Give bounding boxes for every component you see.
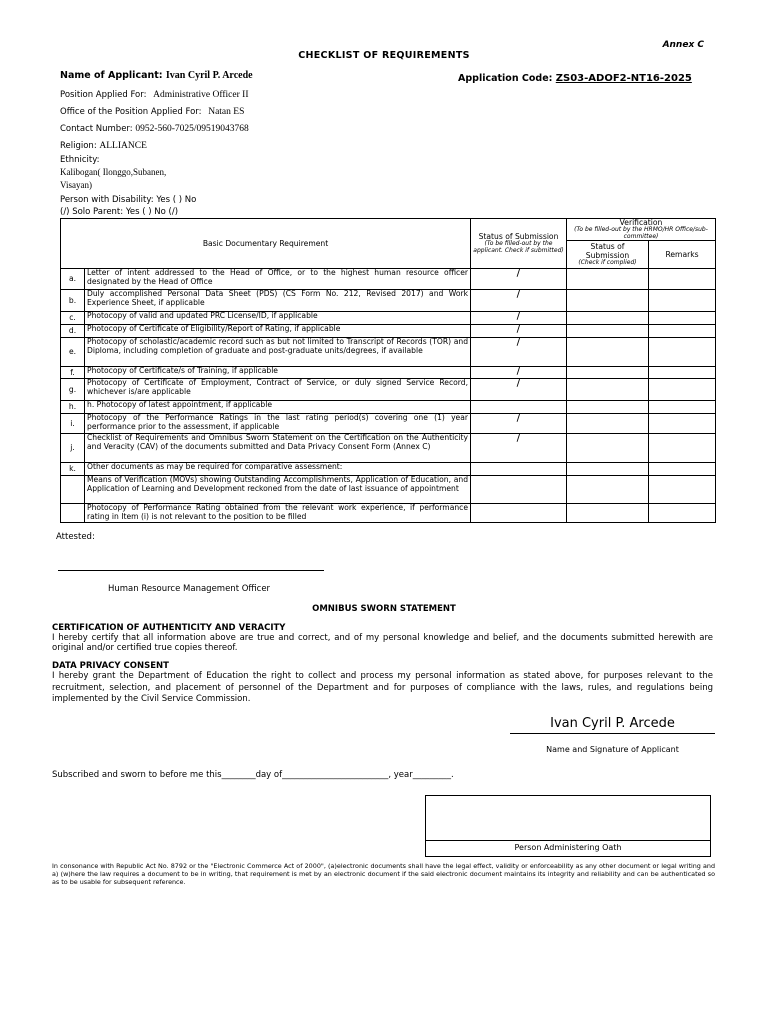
row-letter: d. bbox=[61, 325, 85, 338]
table-row bbox=[61, 312, 716, 325]
row-verification-status[interactable] bbox=[567, 401, 649, 414]
row-remarks[interactable] bbox=[649, 338, 716, 367]
row-verification-status[interactable] bbox=[567, 379, 649, 401]
row-verification-status[interactable] bbox=[567, 325, 649, 338]
oath-caption: Person Administering Oath bbox=[514, 843, 622, 852]
header-status-label: Status of Submission bbox=[478, 232, 559, 241]
row-requirement: Photocopy of Certificate/s of Training, if applicable bbox=[85, 367, 471, 379]
office-row bbox=[60, 107, 244, 117]
row-verification-status[interactable] bbox=[567, 290, 649, 312]
row-status-check[interactable]: / bbox=[471, 290, 567, 312]
header-status bbox=[471, 219, 567, 269]
table-row bbox=[61, 504, 716, 523]
row-requirement: Photocopy of scholastic/academic record such as but not limited to Transcript of Records (TOR) and Diploma, including completion of graduate and post-graduate units/degrees, if available bbox=[85, 338, 471, 367]
row-requirement: Means of Verification (MOVs) showing Outstanding Accomplishments, Application of Education, and Application of Learning and Development reckoned from the date of last issuance of appointment bbox=[85, 476, 471, 504]
application-code-label: Application Code: bbox=[458, 73, 553, 84]
row-remarks[interactable] bbox=[649, 504, 716, 523]
table-row bbox=[61, 434, 716, 463]
table-row bbox=[61, 414, 716, 434]
row-verification-status[interactable] bbox=[567, 434, 649, 463]
table-row bbox=[61, 338, 716, 367]
row-letter: c. bbox=[61, 312, 85, 325]
row-status-check[interactable] bbox=[471, 463, 567, 476]
header-requirement: Basic Documentary Requirement bbox=[61, 219, 471, 269]
dpc-text: I hereby grant the Department of Education the right to collect and process my personal information as stated above, for purposes relevant to the recruitment, selection, and placement of personnel of the Department and for purposes of compliance with the laws, rules, and regulations being implemented by the Civil Service Commission. bbox=[52, 671, 713, 704]
religion-row bbox=[60, 141, 147, 151]
cav-text: I hereby certify that all information above are true and correct, and of my personal knowledge and belief, and the documents submitted herewith are original and/or certified true copies thereof. bbox=[52, 633, 713, 653]
row-requirement: Photocopy of valid and updated PRC License/ID, if applicable bbox=[85, 312, 471, 325]
table-row bbox=[61, 325, 716, 338]
dpc-title: DATA PRIVACY CONSENT bbox=[52, 661, 169, 671]
position-value: Administrative Officer II bbox=[153, 90, 249, 100]
contact-row bbox=[60, 124, 249, 134]
hrmo-signature-line bbox=[58, 570, 324, 571]
row-letter: b. bbox=[61, 290, 85, 312]
row-verification-status[interactable] bbox=[567, 367, 649, 379]
row-status-check[interactable]: / bbox=[471, 367, 567, 379]
solo-parent-row: (/) Solo Parent: Yes ( ) No (/) bbox=[60, 207, 179, 217]
table-row bbox=[61, 463, 716, 476]
contact-value: 0952-560-7025/09519043768 bbox=[135, 124, 249, 134]
row-letter: e. bbox=[61, 338, 85, 367]
row-requirement: Photocopy of Performance Rating obtained from the relevant work experience, if performance rating in Item (i) is not relevant to the position to be filled bbox=[85, 504, 471, 523]
attested-label: Attested: bbox=[56, 532, 95, 542]
header-verification bbox=[567, 219, 716, 241]
hrmo-caption: Human Resource Management Officer bbox=[108, 584, 271, 594]
row-remarks[interactable] bbox=[649, 379, 716, 401]
row-remarks[interactable] bbox=[649, 367, 716, 379]
row-requirement: Duly accomplished Personal Data Sheet (PDS) (CS Form No. 212, Revised 2017) and Work Experience Sheet, if applicable bbox=[85, 290, 471, 312]
position-row bbox=[60, 90, 248, 100]
row-letter bbox=[61, 504, 85, 523]
annex-label: Annex C bbox=[662, 40, 704, 50]
sworn-statement-line: Subscribed and sworn to before me this________day of_________________________, year_________. bbox=[52, 770, 454, 780]
row-status-check[interactable]: / bbox=[471, 269, 567, 290]
applicant-name-label: Name of Applicant: bbox=[60, 70, 163, 81]
row-verification-status[interactable] bbox=[567, 269, 649, 290]
row-letter: f. bbox=[61, 367, 85, 379]
ethnicity-label: Ethnicity: bbox=[60, 155, 100, 165]
row-remarks[interactable] bbox=[649, 476, 716, 504]
row-requirement: Other documents as may be required for comparative assessment: bbox=[85, 463, 471, 476]
header-status-note: (To be filled-out by the applicant. Check if submitted) bbox=[473, 240, 564, 254]
row-requirement: Photocopy of Certificate of Eligibility/Report of Rating, if applicable bbox=[85, 325, 471, 338]
table-row bbox=[61, 401, 716, 414]
page-title: CHECKLIST OF REQUIREMENTS bbox=[298, 50, 470, 61]
row-status-check[interactable] bbox=[471, 504, 567, 523]
applicant-signature-line bbox=[510, 733, 715, 734]
pwd-row: Person with Disability: Yes ( ) No bbox=[60, 195, 197, 205]
application-code-row bbox=[458, 73, 692, 84]
table-row bbox=[61, 476, 716, 504]
row-status-check[interactable]: / bbox=[471, 414, 567, 434]
oath-signature-line bbox=[426, 840, 710, 841]
row-verification-status[interactable] bbox=[567, 504, 649, 523]
contact-label: Contact Number: bbox=[60, 124, 133, 134]
row-verification-status[interactable] bbox=[567, 338, 649, 367]
row-letter bbox=[61, 476, 85, 504]
footnote: In consonance with Republic Act No. 8792 or the "Electronic Commerce Act of 2000", (a)electronic documents shall have the legal effect, validity or enforceability as any other document or legal writing and a) (w)here the law requires a document to be in writing, that requirement is met by an electronic document if the said electronic document maintains its integrity and reliability and can be authenticated so as to be usable for subsequent reference. bbox=[52, 862, 715, 886]
row-status-check[interactable]: / bbox=[471, 338, 567, 367]
row-remarks[interactable] bbox=[649, 325, 716, 338]
applicant-name-row bbox=[60, 70, 253, 81]
header-verification-note: (To be filled-out by the HRMO/HR Office/sub-committee) bbox=[574, 226, 708, 240]
office-label: Office of the Position Applied For: bbox=[60, 107, 202, 117]
table-row bbox=[61, 269, 716, 290]
religion-label: Religion: bbox=[60, 141, 97, 151]
row-verification-status[interactable] bbox=[567, 463, 649, 476]
row-remarks[interactable] bbox=[649, 312, 716, 325]
application-code-value: ZS03-ADOF2-NT16-2025 bbox=[555, 73, 692, 84]
row-verification-status[interactable] bbox=[567, 414, 649, 434]
row-status-check[interactable]: / bbox=[471, 379, 567, 401]
header-verification-label: Verification bbox=[619, 218, 663, 227]
row-requirement: h. Photocopy of latest appointment, if applicable bbox=[85, 401, 471, 414]
row-letter: a. bbox=[61, 269, 85, 290]
applicant-signature-caption: Name and Signature of Applicant bbox=[546, 745, 679, 754]
header-remarks: Remarks bbox=[649, 241, 716, 269]
row-letter: k. bbox=[61, 463, 85, 476]
row-requirement: Photocopy of the Performance Ratings in the last rating period(s) covering one (1) year performance prior to the assessment, if applicable bbox=[85, 414, 471, 434]
row-letter: h. bbox=[61, 401, 85, 414]
row-requirement: Letter of intent addressed to the Head of Office, or to the highest human resource officer designated by the Head of Office bbox=[85, 269, 471, 290]
row-status-check[interactable]: / bbox=[471, 312, 567, 325]
office-value: Natan ES bbox=[208, 107, 245, 117]
row-letter: g. bbox=[61, 379, 85, 401]
applicant-name-value: Ivan Cyril P. Arcede bbox=[165, 70, 253, 81]
header-ver-status-note: (Check if complied) bbox=[578, 259, 637, 267]
table-row bbox=[61, 379, 716, 401]
cav-title: CERTIFICATION OF AUTHENTICITY AND VERACITY bbox=[52, 623, 286, 633]
row-remarks[interactable] bbox=[649, 434, 716, 463]
header-ver-status bbox=[567, 241, 649, 269]
table-row bbox=[61, 367, 716, 379]
row-remarks[interactable] bbox=[649, 269, 716, 290]
row-verification-status[interactable] bbox=[567, 312, 649, 325]
ethnicity-value-line2: Visayan) bbox=[60, 180, 92, 190]
row-status-check[interactable]: / bbox=[471, 325, 567, 338]
row-remarks[interactable] bbox=[649, 414, 716, 434]
row-letter: i. bbox=[61, 414, 85, 434]
row-remarks[interactable] bbox=[649, 401, 716, 414]
row-remarks[interactable] bbox=[649, 463, 716, 476]
row-status-check[interactable] bbox=[471, 476, 567, 504]
row-remarks[interactable] bbox=[649, 290, 716, 312]
requirements-table bbox=[60, 218, 716, 523]
ethnicity-value-line1: Kalibogan( Ilonggo,Subanen, bbox=[60, 167, 167, 177]
row-status-check[interactable]: / bbox=[471, 434, 567, 463]
row-verification-status[interactable] bbox=[567, 476, 649, 504]
omnibus-title: OMNIBUS SWORN STATEMENT bbox=[312, 604, 456, 614]
header-ver-status-label: Status of Submission bbox=[585, 242, 630, 260]
position-label: Position Applied For: bbox=[60, 90, 147, 100]
applicant-signature-name: Ivan Cyril P. Arcede bbox=[550, 716, 675, 731]
table-row bbox=[61, 290, 716, 312]
row-requirement: Photocopy of Certificate of Employment, Contract of Service, or duly signed Service Record, whichever is/are applicable bbox=[85, 379, 471, 401]
religion-value: ALLIANCE bbox=[99, 141, 147, 151]
row-letter: j. bbox=[61, 434, 85, 463]
oath-box bbox=[425, 795, 711, 857]
row-requirement: Checklist of Requirements and Omnibus Sworn Statement on the Certification on the Authenticity and Veracity (CAV) of the documents submitted and Data Privacy Consent Form (Annex C) bbox=[85, 434, 471, 463]
